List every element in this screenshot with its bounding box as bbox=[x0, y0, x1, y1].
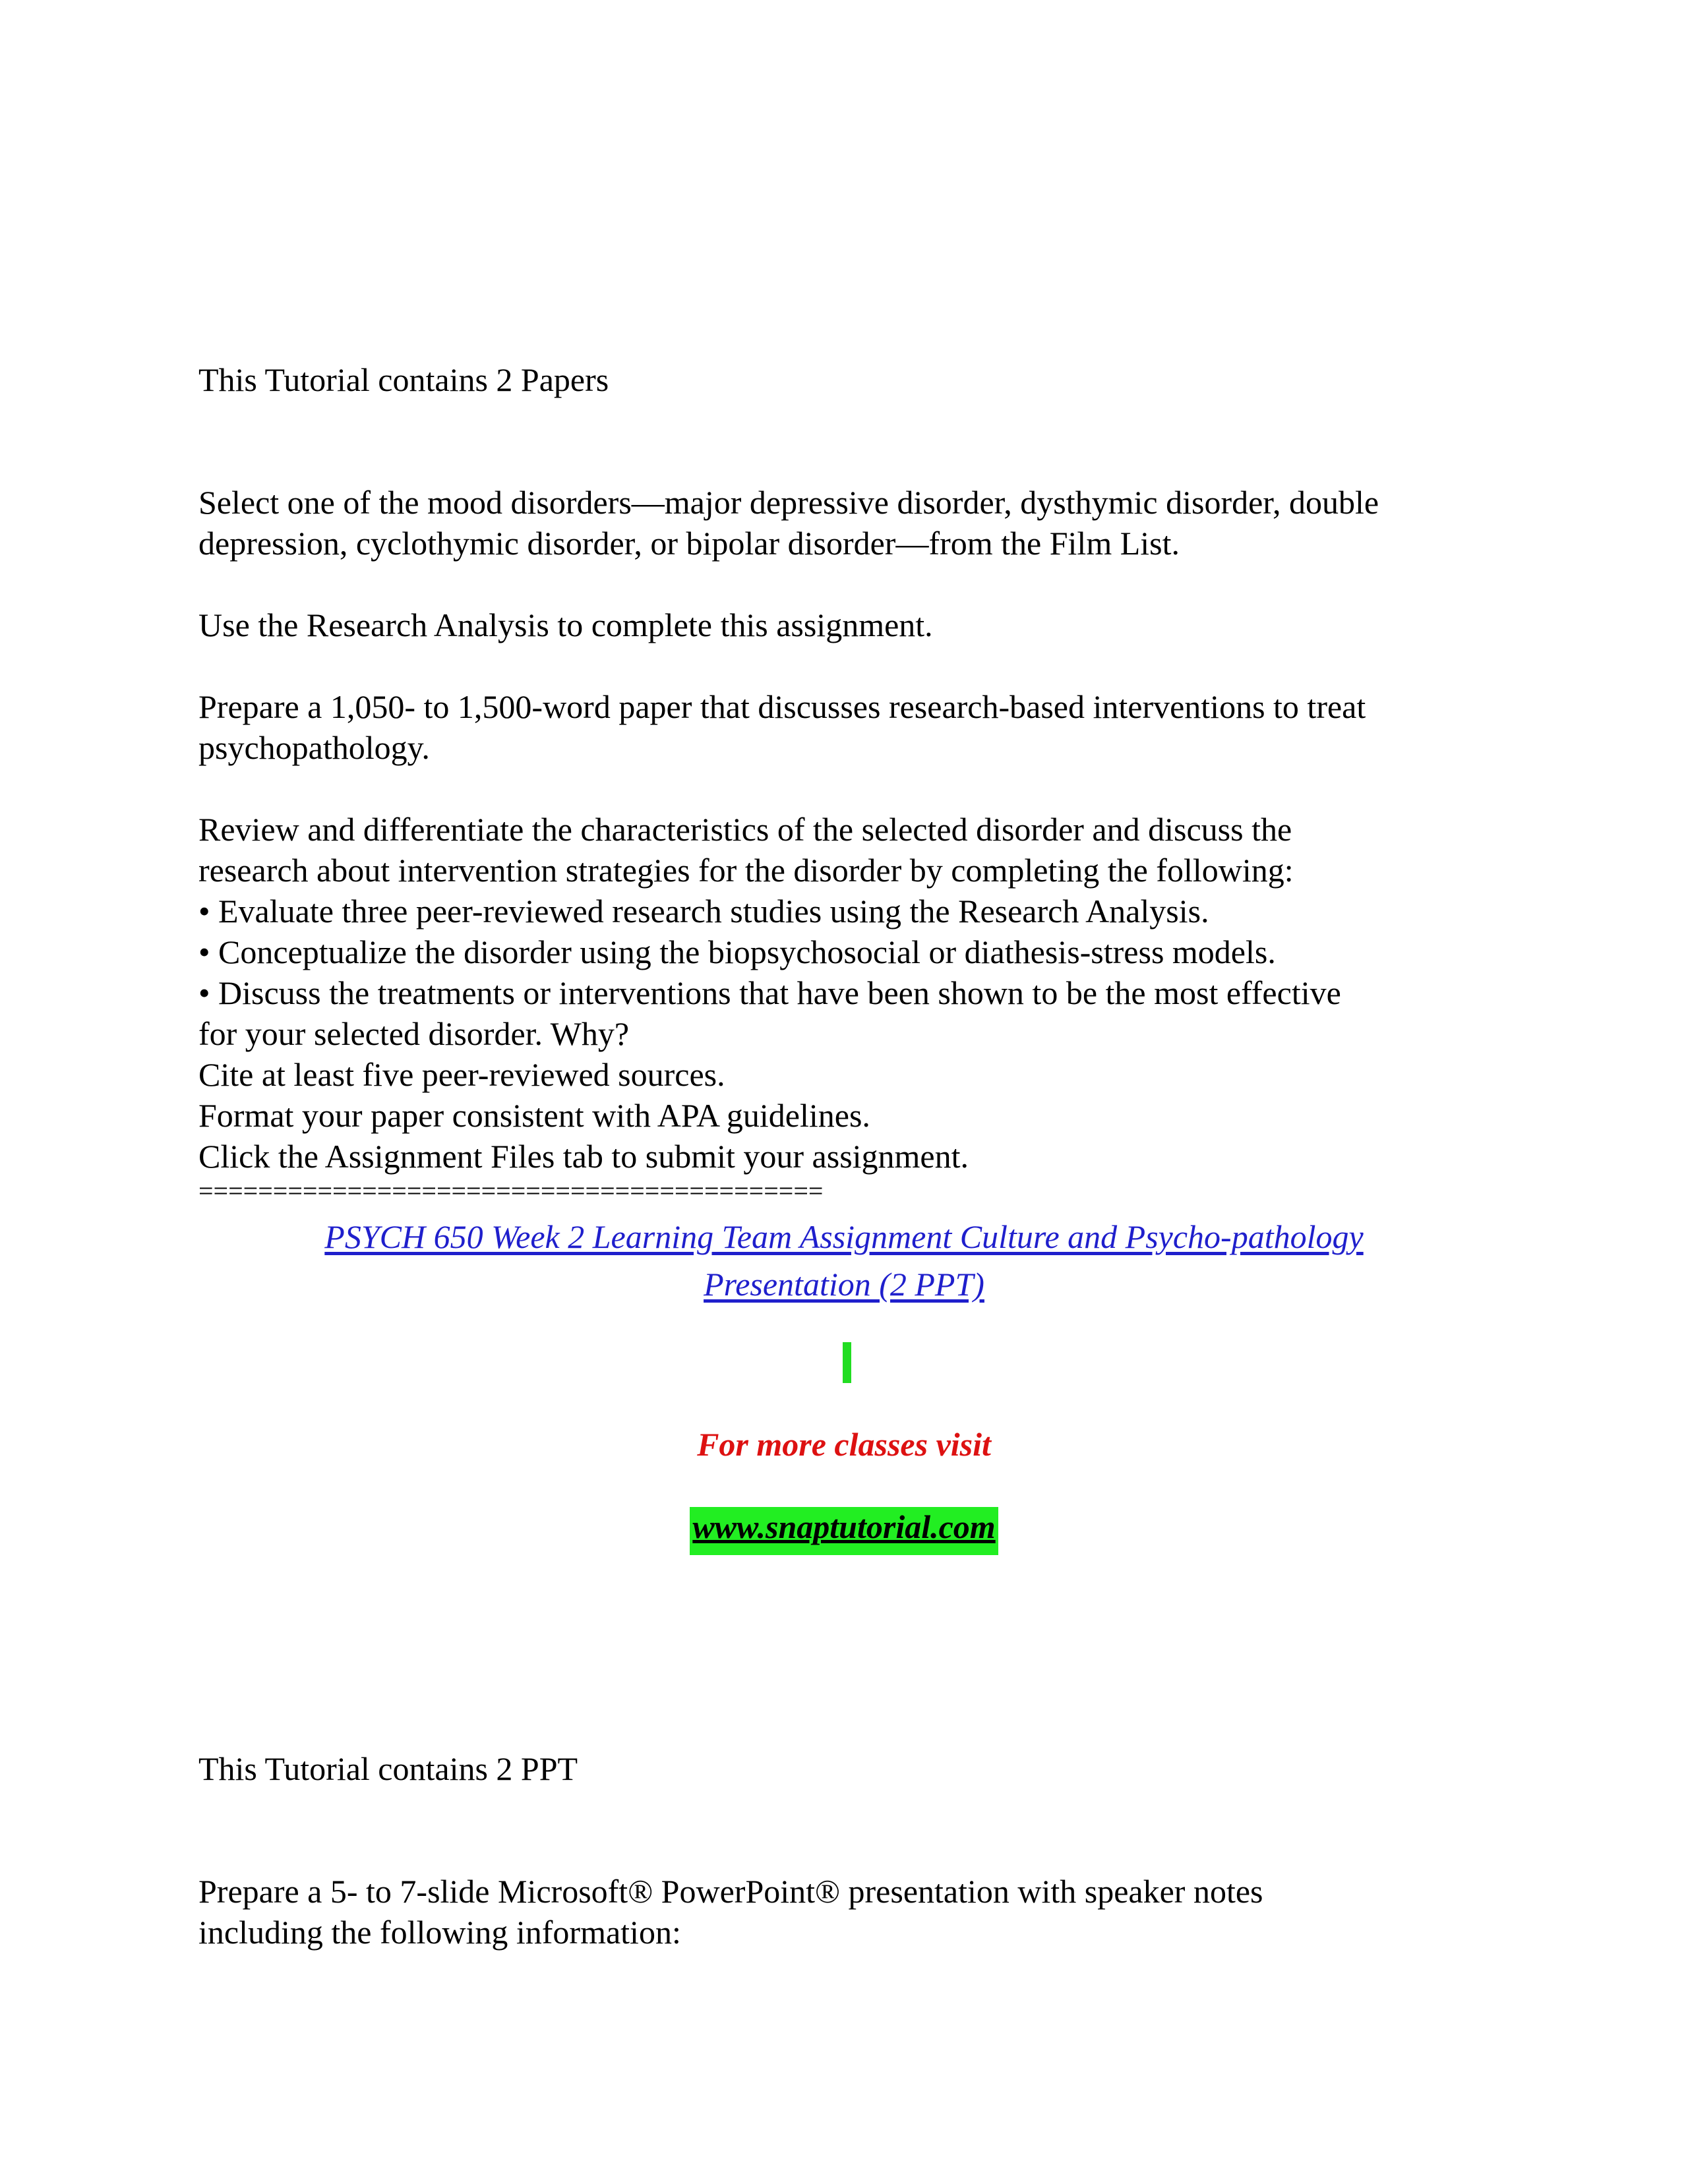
text-line: Select one of the mood disorders—major depressive disorder, dysthymic disorder, double bbox=[198, 484, 1379, 521]
bullet-item: • Conceptualize the disorder using the biopsychosocial or diathesis-stress models. bbox=[198, 933, 1276, 970]
text-line: including the following information: bbox=[198, 1914, 681, 1951]
bullet-item: • Evaluate three peer-reviewed research studies using the Research Analysis. bbox=[198, 893, 1209, 930]
text-line: Review and differentiate the characteristics of the selected disorder and discuss the bbox=[198, 811, 1292, 848]
intro-paragraph bbox=[198, 482, 1379, 564]
text-line: psychopathology. bbox=[198, 729, 430, 766]
text-line: Prepare a 1,050- to 1,500-word paper that discusses research-based interventions to treat bbox=[198, 688, 1366, 725]
text-line: research about intervention strategies for the disorder by completing the following: bbox=[198, 852, 1294, 889]
text-line: Prepare a 5- to 7-slide Microsoft® PowerPoint® presentation with speaker notes bbox=[198, 1873, 1263, 1910]
separator-line: ========================================== bbox=[198, 1176, 824, 1206]
text-line: for your selected disorder. Why? bbox=[198, 1015, 630, 1052]
course-link[interactable] bbox=[0, 1213, 1688, 1260]
site-link[interactable]: www.snaptutorial.com bbox=[692, 1508, 996, 1545]
tutorial-heading-papers: This Tutorial contains 2 Papers bbox=[198, 361, 609, 398]
site-highlight[interactable] bbox=[690, 1507, 998, 1555]
text-line: Cite at least five peer-reviewed sources. bbox=[198, 1056, 725, 1093]
presentation-paragraph bbox=[198, 1871, 1263, 1953]
prepare-paper-paragraph bbox=[198, 686, 1366, 768]
tutorial-heading-ppt: This Tutorial contains 2 PPT bbox=[198, 1750, 578, 1787]
course-link-line-1[interactable]: PSYCH 650 Week 2 Learning Team Assignment Culture and Psycho-pathology bbox=[324, 1218, 1364, 1255]
site-line[interactable] bbox=[0, 1507, 1688, 1555]
promo-text: For more classes visit bbox=[697, 1426, 991, 1463]
research-analysis-paragraph: Use the Research Analysis to complete this assignment. bbox=[198, 606, 933, 643]
bullet-item: • Discuss the treatments or interventions that have been shown to be the most effective bbox=[198, 974, 1341, 1011]
green-marker bbox=[843, 1342, 851, 1383]
requirements-paragraph bbox=[198, 809, 1341, 1177]
text-line: Click the Assignment Files tab to submit your assignment. bbox=[198, 1138, 969, 1175]
promo-line bbox=[0, 1424, 1688, 1473]
text-line: depression, cyclothymic disorder, or bipolar disorder—from the Film List. bbox=[198, 525, 1180, 562]
course-link-continued[interactable] bbox=[0, 1260, 1688, 1308]
course-link-line-2[interactable]: Presentation (2 PPT) bbox=[704, 1266, 984, 1303]
text-line: Format your paper consistent with APA guidelines. bbox=[198, 1097, 870, 1134]
